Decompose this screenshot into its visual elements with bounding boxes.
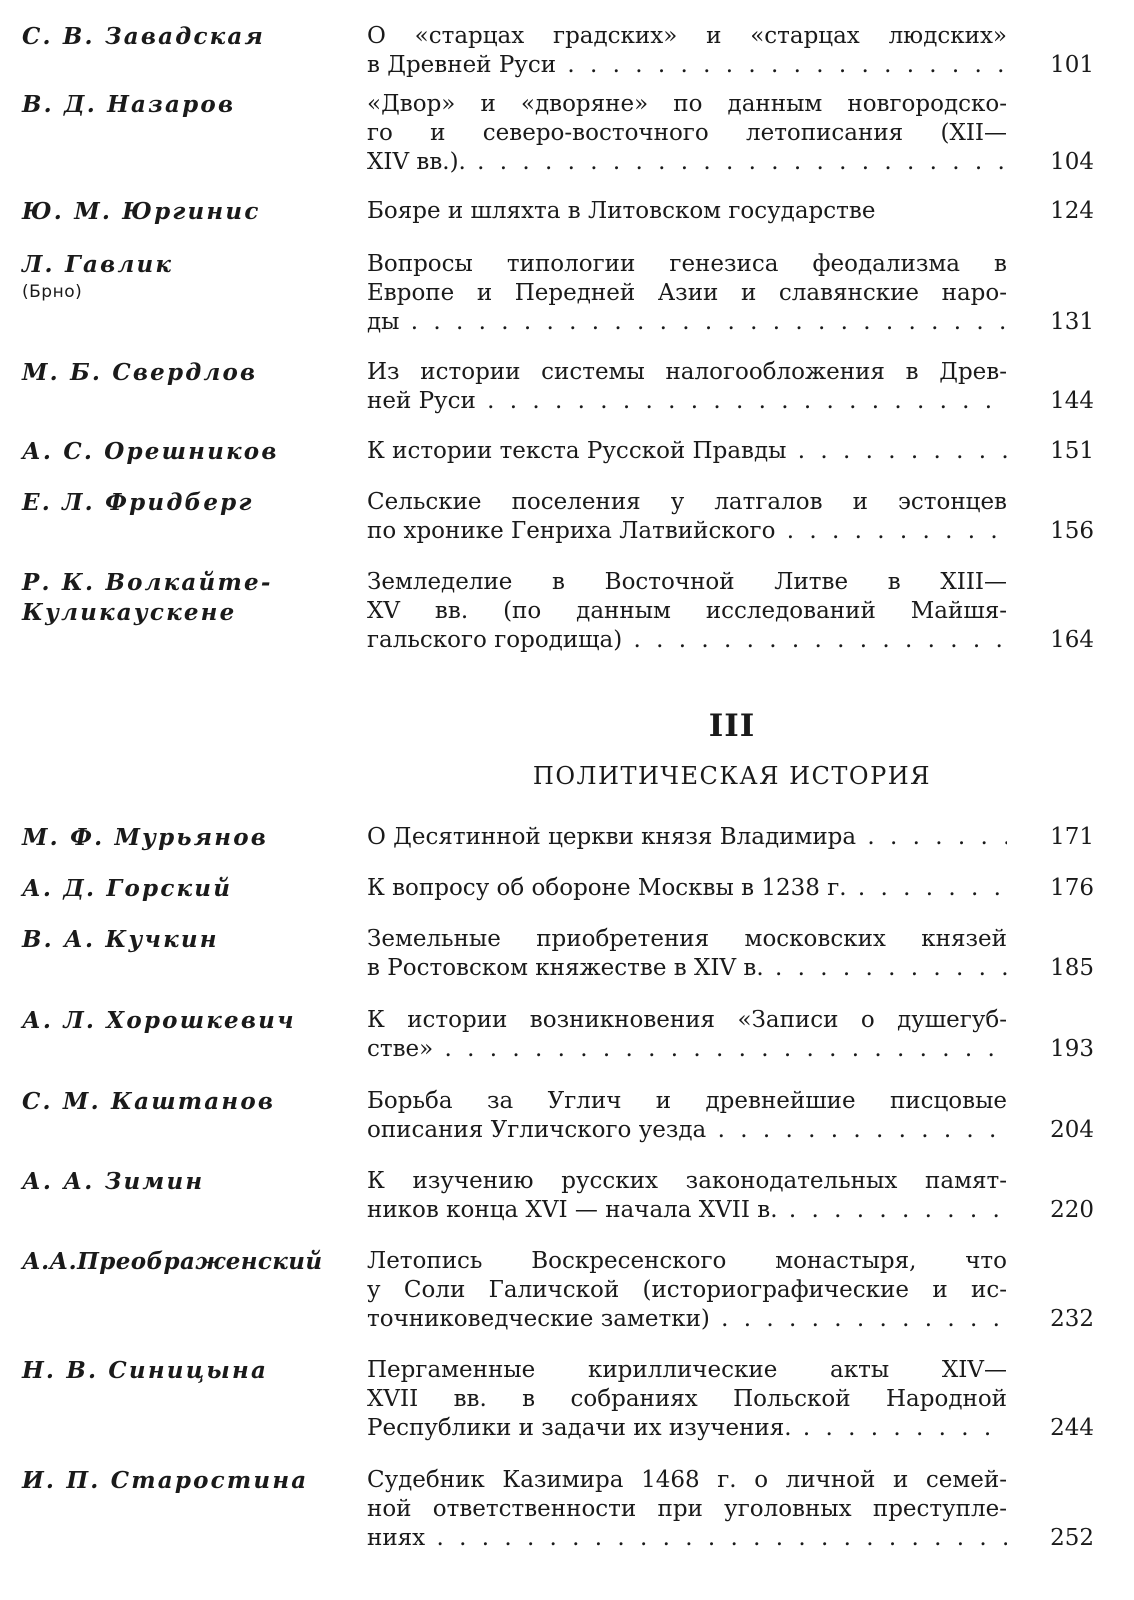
author-line: А. Д. Горский [22, 875, 233, 902]
entry-author [22, 437, 352, 467]
title-line: Сельские поселения у латгалов и эстонцев [367, 489, 1007, 515]
entry-author [22, 1006, 352, 1036]
entry-page-number: 252 [1050, 1525, 1094, 1551]
title-line: описания Угличского уезда . . . [367, 1116, 1007, 1145]
title-line: Земельные приобретения московских князей [367, 926, 1007, 952]
title-line: К изучению русских законодательных памят- [367, 1168, 1007, 1194]
entry-author [22, 823, 352, 853]
entry-page-number: 232 [1050, 1306, 1094, 1332]
entry-title [367, 1006, 1007, 1064]
author-line: Ю. М. Юргинис [22, 198, 261, 225]
entry-page-number: 171 [1050, 824, 1094, 850]
author-line: М. Ф. Мурьянов [22, 824, 269, 851]
author-line: Н. В. Синицына [22, 1357, 269, 1384]
entry-title [367, 197, 1007, 226]
entry-page-number: 204 [1050, 1117, 1094, 1143]
title-line: стве» . . . [367, 1035, 1007, 1064]
author-line: А. А. Зимин [22, 1168, 205, 1195]
title-line: ной ответственности при уголовных преступле- [367, 1496, 1007, 1522]
author-line: Л. Гавлик [22, 251, 174, 278]
section-number: III [708, 708, 756, 744]
title-line: XVII вв. в собраниях Польской Народной [367, 1386, 1007, 1412]
entry-page-number: 124 [1050, 198, 1094, 224]
title-line: у Соли Галичской (историографические и ис- [367, 1277, 1007, 1303]
entry-page-number: 101 [1050, 52, 1094, 78]
entry-page-number: 176 [1050, 875, 1094, 901]
title-line: Европе и Передней Азии и славянские наро- [367, 280, 1007, 306]
title-line: Земледелие в Восточной Литве в XIII— [367, 569, 1007, 595]
entry-author [22, 90, 352, 120]
section-title: ПОЛИТИЧЕСКАЯ ИСТОРИЯ [532, 762, 932, 790]
title-line: XV вв. (по данным исследований Майшя- [367, 598, 1007, 624]
title-line: Летопись Воскресенского монастыря, что [367, 1248, 1007, 1274]
author-line: В. Д. Назаров [22, 91, 236, 118]
entry-title [367, 1356, 1007, 1443]
title-line: в Древней Руси . . . [367, 51, 1007, 80]
entry-author [22, 874, 352, 904]
entry-author [22, 1167, 352, 1197]
entry-author [22, 1466, 352, 1496]
entry-page-number: 193 [1050, 1036, 1094, 1062]
entry-page-number: 244 [1050, 1415, 1094, 1441]
author-line: М. Б. Свердлов [22, 359, 258, 386]
entry-author [22, 925, 352, 955]
entry-author [22, 568, 352, 628]
entry-page-number: 156 [1050, 518, 1094, 544]
author-line: А. С. Орешников [22, 438, 279, 465]
author-line: И. П. Старостина [22, 1467, 309, 1494]
author-line: Е. Л. Фридберг [22, 489, 254, 516]
title-line: по хронике Генриха Латвийского . . . [367, 517, 1007, 546]
entry-author [22, 197, 352, 227]
author-line: Р. К. Волкайте- [22, 569, 273, 596]
entry-title [367, 250, 1007, 337]
entry-page-number: 104 [1050, 149, 1094, 175]
entry-title [367, 488, 1007, 546]
entry-title [367, 90, 1007, 177]
title-line: гальского городища) . . . [367, 626, 1007, 655]
entry-title [367, 568, 1007, 655]
title-line: точниковедческие заметки) . . . [367, 1305, 1007, 1334]
author-line: В. А. Кучкин [22, 926, 219, 953]
title-line: О Десятинной церкви князя Владимира . . . [367, 823, 1007, 852]
title-line: XIV вв.). . . . [367, 148, 1007, 177]
entry-title [367, 358, 1007, 416]
entry-author [22, 488, 352, 518]
entry-title [367, 1087, 1007, 1145]
entry-title [367, 1167, 1007, 1225]
title-line: в Ростовском княжестве в XIV в. . . . [367, 954, 1007, 983]
entry-author [22, 358, 352, 388]
title-line: Борьба за Углич и древнейшие писцовые [367, 1088, 1007, 1114]
title-line: К истории текста Русской Правды . . . [367, 437, 1007, 466]
title-line: го и северо-восточного летописания (XII— [367, 120, 1007, 146]
title-line: ников конца XVI — начала XVII в. . . . [367, 1196, 1007, 1225]
title-line: ниях . . . [367, 1524, 1007, 1553]
entry-title [367, 22, 1007, 80]
entry-title [367, 925, 1007, 983]
author-affiliation: (Брно) [22, 282, 83, 302]
entry-author [22, 1356, 352, 1386]
entry-title [367, 823, 1007, 852]
entry-page-number: 151 [1050, 438, 1094, 464]
title-line: «Двор» и «дворяне» по данным новгородско- [367, 91, 1007, 117]
title-line: Пергаменные кириллические акты XIV— [367, 1357, 1007, 1383]
entry-author [22, 1247, 352, 1277]
title-line: Из истории системы налогообложения в Древ- [367, 359, 1007, 385]
entry-title [367, 1466, 1007, 1553]
entry-author [22, 1087, 352, 1117]
entry-page-number: 185 [1050, 955, 1094, 981]
entry-page-number: 164 [1050, 627, 1094, 653]
entry-page-number: 220 [1050, 1197, 1094, 1223]
entry-title [367, 1247, 1007, 1334]
title-line: Бояре и шляхта в Литовском государстве [367, 198, 876, 224]
title-line: ней Руси . . . [367, 387, 1007, 416]
author-line: С. В. Завадская [22, 23, 266, 50]
entry-title [367, 874, 1007, 903]
author-line: Куликаускене [22, 599, 237, 626]
entry-page-number: 131 [1050, 309, 1094, 335]
author-line: А.А.Преображенский [22, 1248, 323, 1275]
title-line: К истории возникновения «Записи о душегуб- [367, 1007, 1007, 1033]
author-line: А. Л. Хорошкевич [22, 1007, 296, 1034]
title-line: Судебник Казимира 1468 г. о личной и семей- [367, 1467, 1007, 1493]
author-line: С. М. Каштанов [22, 1088, 276, 1115]
entry-author [22, 250, 352, 304]
title-line: О «старцах градских» и «старцах людских» [367, 23, 1007, 49]
title-line: ды . . . [367, 308, 1007, 337]
entry-title [367, 437, 1007, 466]
entry-page-number: 144 [1050, 388, 1094, 414]
title-line: Вопросы типологии генезиса феодализма в [367, 251, 1007, 277]
entry-author [22, 22, 352, 52]
title-line: Республики и задачи их изучения. . . . [367, 1414, 1007, 1443]
title-line: К вопросу об обороне Москвы в 1238 г. . . . [367, 874, 1007, 903]
